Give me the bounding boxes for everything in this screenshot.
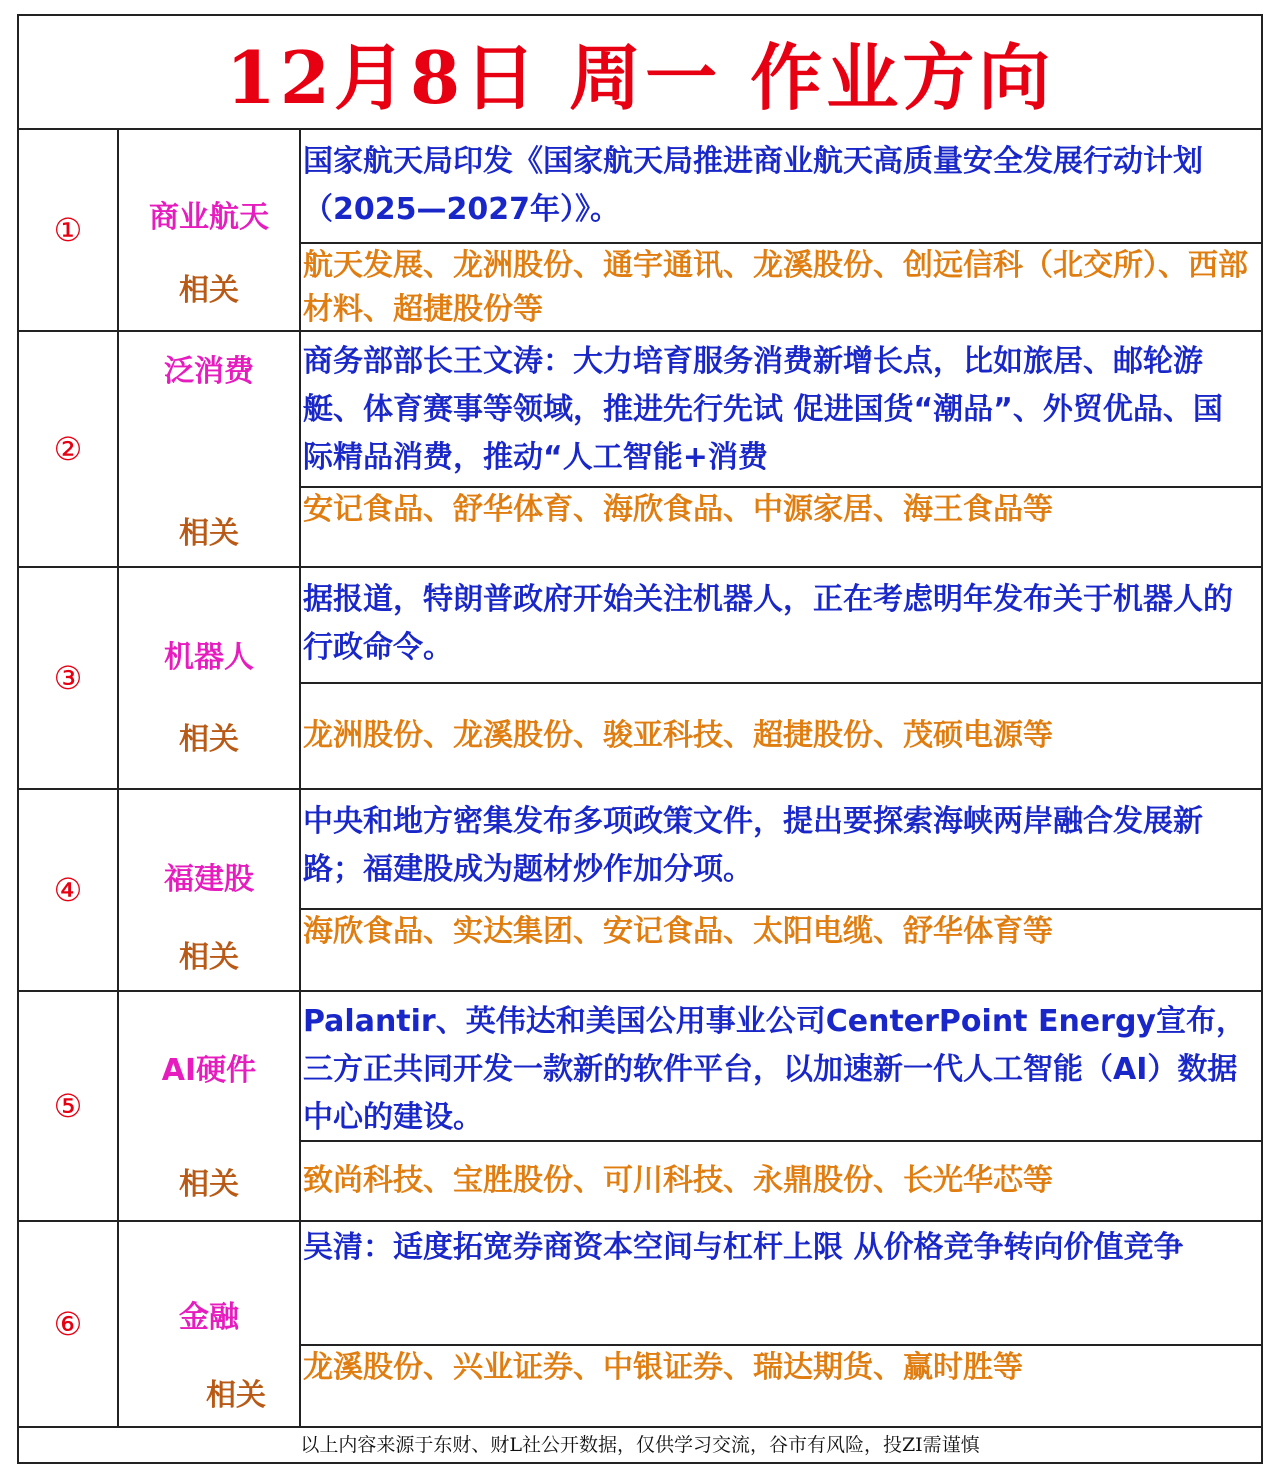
related-stocks: 航天发展、龙洲股份、通宇通讯、龙溪股份、创远信科（北交所）、西部材料、超捷股份等 [303,248,1248,327]
related-label: 相关 [119,244,301,330]
related-label: 相关 [119,910,301,990]
related-label: 相关 [119,684,301,788]
category-label: AI硬件 [119,992,301,1142]
category-label: 商业航天 [119,130,301,244]
related-stocks: 海欣食品、实达集团、安记食品、太阳电缆、舒华体育等 [303,914,1053,949]
category-label: 机器人 [119,568,301,684]
category-label: 泛消费 [119,332,301,488]
page-title: 12月8日 周一 作业方向 [19,16,1261,130]
related-stocks: 致尚科技、宝胜股份、可川科技、永鼎股份、长光华芯等 [303,1163,1053,1198]
direction-sheet [17,14,1263,1464]
news-text: 据报道，特朗普政府开始关注机器人，正在考虑明年发布关于机器人的行政命令。 [301,568,1261,684]
news-text: 国家航天局印发《国家航天局推进商业航天高质量安全发展行动计划（2025—2027年）》。 [301,130,1261,244]
section-index: ⑤ [19,992,119,1220]
related-stocks: 安记食品、舒华体育、海欣食品、中源家居、海王食品等 [303,492,1053,527]
news-text: Palantir、英伟达和美国公用事业公司CenterPoint Energy宣布，三方正共同开发一款新的软件平台，以加速新一代人工智能（AI）数据中心的建设。 [301,992,1261,1142]
section-commercial-aerospace [19,130,1261,332]
section-finance [19,1222,1261,1428]
section-index: ③ [19,568,119,788]
related-label: 相关 [119,1346,301,1426]
news-text: 中央和地方密集发布多项政策文件，提出要探索海峡两岸融合发展新路；福建股成为题材炒作加分项。 [301,790,1261,910]
related-stocks: 龙溪股份、兴业证券、中银证券、瑞达期货、赢时胜等 [303,1350,1023,1385]
section-index: ④ [19,790,119,990]
section-ai-hardware [19,992,1261,1222]
news-text: 商务部部长王文涛：大力培育服务消费新增长点，比如旅居、邮轮游艇、体育赛事等领域，推进先行先试 促进国货“潮品”、外贸优品、国际精品消费，推动“人工智能+消费 [301,332,1261,488]
category-label: 金融 [119,1222,301,1346]
related-label: 相关 [119,488,301,566]
category-label: 福建股 [119,790,301,910]
section-index: ① [19,130,119,330]
section-robot [19,568,1261,790]
section-index: ② [19,332,119,566]
section-index: ⑥ [19,1222,119,1426]
related-stocks: 龙洲股份、龙溪股份、骏亚科技、超捷股份、茂硕电源等 [303,718,1053,753]
disclaimer-footer: 以上内容来源于东财、财L社公开数据，仅供学习交流，谷市有风险，投ZI需谨慎 [300,1433,980,1456]
section-fujian [19,790,1261,992]
news-text: 吴清：适度拓宽券商资本空间与杠杆上限 从价格竞争转向价值竞争 [301,1222,1261,1346]
related-label: 相关 [119,1142,301,1220]
section-pan-consumption [19,332,1261,568]
